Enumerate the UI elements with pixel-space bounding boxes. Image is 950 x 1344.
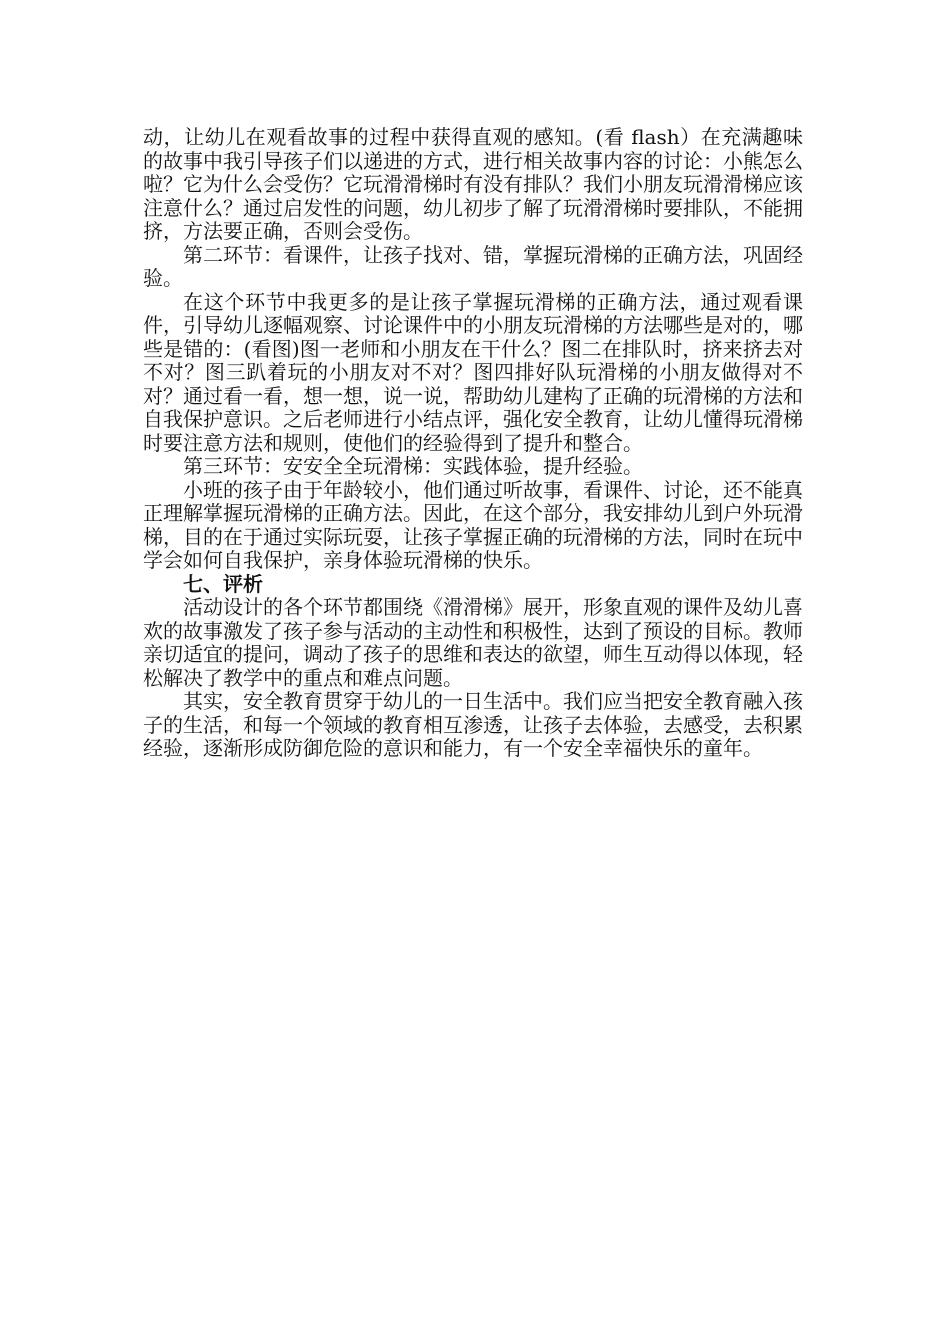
paragraph-second-stage-detail: 在这个环节中我更多的是让孩子掌握玩滑梯的正确方法，通过观看课件，引导幼儿逐幅观察、讨论课件中的小朋友玩滑梯的方法哪些是对的，哪些是错的：(看图)图一老师和小朋友在干什么？图二在排队时，挤来挤去对不对？图三趴着玩的小朋友对不对？图四排好队玩滑梯的小朋友做得对不对？通过看一看，想一想，说一说，帮助幼儿建构了正确的玩滑梯的方法和自我保护意识。之后老师进行小结点评，强化安全教育，让幼儿懂得玩滑梯时要注意方法和规则，使他们的经验得到了提升和整合。 <box>143 289 803 455</box>
paragraph-second-stage-title: 第二环节：看课件，让孩子找对、错，掌握玩滑梯的正确方法，巩固经验。 <box>143 242 803 290</box>
paragraph-third-stage-detail: 小班的孩子由于年龄较小，他们通过听故事，看课件、讨论，还不能真正理解掌握玩滑梯的正确方法。因此，在这个部分，我安排幼儿到户外玩滑梯，目的在于通过实际玩耍，让孩子掌握正确的玩滑梯的方法，同时在玩中学会如何自我保护，亲身体验玩滑梯的快乐。 <box>143 477 803 572</box>
section-heading-analysis: 七、评析 <box>183 571 263 596</box>
paragraph-third-stage-title: 第三环节：安安全全玩滑梯：实践体验，提升经验。 <box>183 454 643 478</box>
paragraph-story-discussion: 动，让幼儿在观看故事的过程中获得直观的感知。(看 flash）在充满趣味的故事中我引导孩子们以递进的方式，进行相关故事内容的讨论：小熊怎么啦？它为什么会受伤？它玩滑滑梯时有没有排队？我们小朋友玩滑滑梯应该注意什么？通过启发性的问题，幼儿初步了解了玩滑滑梯时要排队，不能拥挤，方法要正确，否则会受伤。 <box>143 125 803 243</box>
document-body <box>143 126 803 761</box>
paragraph-analysis: 活动设计的各个环节都围绕《滑滑梯》展开，形象直观的课件及幼儿喜欢的故事激发了孩子参与活动的主动性和积极性，达到了预设的目标。教师亲切适宜的提问，调动了孩子的思维和表达的欲望，师生互动得以体现，轻松解决了教学中的重点和难点问题。 <box>143 595 803 690</box>
paragraph-conclusion: 其实，安全教育贯穿于幼儿的一日生活中。我们应当把安全教育融入孩子的生活，和每一个领域的教育相互渗透，让孩子去体验，去感受，去积累经验，逐渐形成防御危险的意识和能力，有一个安全幸福快乐的童年。 <box>143 689 803 760</box>
